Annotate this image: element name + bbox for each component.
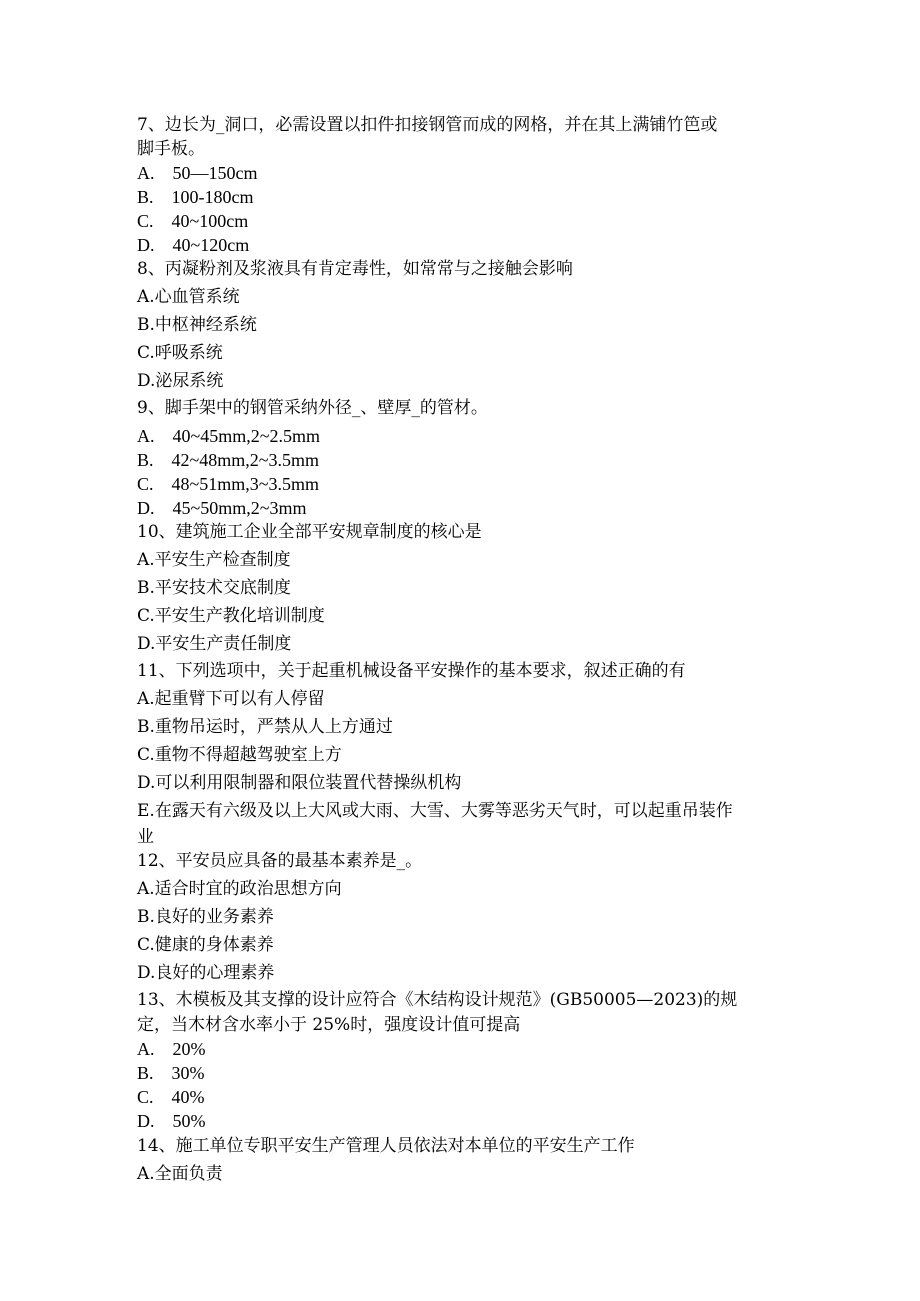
- question-10-option-c: C.平安生产教化培训制度: [137, 606, 325, 626]
- question-9-option-a: A. 40~45mm,2~2.5mm: [137, 426, 320, 446]
- question-11-option-e-continued: 业: [137, 827, 154, 847]
- question-12-stem: 12、平安员应具备的最基本素养是_。: [137, 851, 423, 871]
- question-12-option-d: D.良好的心理素养: [137, 963, 275, 983]
- question-7-stem-line-1: 7、边长为_洞口，必需设置以扣件扣接钢管而成的网格，并在其上满铺竹笆或: [137, 115, 718, 135]
- question-9-option-d: D. 45~50mm,2~3mm: [137, 498, 307, 518]
- question-7-stem-line-2: 脚手板。: [137, 139, 205, 159]
- question-11-stem: 11、下列选项中，关于起重机械设备平安操作的基本要求，叙述正确的有: [137, 661, 686, 681]
- question-8-stem: 8、丙凝粉剂及浆液具有肯定毒性，如常常与之接触会影响: [137, 259, 573, 279]
- question-13-option-d: D. 50%: [137, 1111, 206, 1131]
- question-13-option-a: A. 20%: [137, 1039, 206, 1059]
- question-11-option-b: B.重物吊运时，严禁从人上方通过: [137, 717, 393, 737]
- question-8-option-c: C.呼吸系统: [137, 343, 223, 363]
- question-12-option-a: A.适合时宜的政治思想方向: [137, 879, 342, 899]
- question-10-option-d: D.平安生产责任制度: [137, 634, 292, 654]
- question-13-stem-line-2: 定，当木材含水率小于 25%时，强度设计值可提高: [137, 1015, 521, 1035]
- question-11-option-e: E.在露天有六级及以上大风或大雨、大雪、大雾等恶劣天气时，可以起重吊装作: [137, 801, 733, 821]
- question-9-option-b: B. 42~48mm,2~3.5mm: [137, 450, 319, 470]
- question-10-option-b: B.平安技术交底制度: [137, 578, 291, 598]
- question-11-option-c: C.重物不得超越驾驶室上方: [137, 745, 342, 765]
- question-9-option-c: C. 48~51mm,3~3.5mm: [137, 474, 319, 494]
- question-7-option-d: D. 40~120cm: [137, 235, 250, 255]
- question-7-option-c: C. 40~100cm: [137, 211, 249, 231]
- question-14-stem: 14、施工单位专职平安生产管理人员依法对本单位的平安生产工作: [137, 1136, 635, 1156]
- question-11-option-a: A.起重臂下可以有人停留: [137, 689, 325, 709]
- question-8-option-d: D.泌尿系统: [137, 371, 224, 391]
- question-12-option-c: C.健康的身体素养: [137, 935, 274, 955]
- question-8-option-a: A.心血管系统: [137, 287, 240, 307]
- question-13-option-b: B. 30%: [137, 1063, 205, 1083]
- question-12-option-b: B.良好的业务素养: [137, 907, 274, 927]
- question-14-option-a: A.全面负责: [137, 1164, 223, 1184]
- question-13-option-c: C. 40%: [137, 1087, 205, 1107]
- question-7-option-b: B. 100-180cm: [137, 187, 254, 207]
- question-7-option-a: A. 50—150cm: [137, 163, 258, 183]
- question-10-stem: 10、建筑施工企业全部平安规章制度的核心是: [137, 522, 482, 542]
- question-13-stem-line-1: 13、木模板及其支撑的设计应符合《木结构设计规范》(GB50005—2023)的规: [137, 990, 738, 1010]
- question-9-stem: 9、脚手架中的钢管采纳外径_、壁厚_的管材。: [137, 398, 488, 418]
- question-10-option-a: A.平安生产检查制度: [137, 550, 291, 570]
- question-11-option-d: D.可以利用限制器和限位装置代替操纵机构: [137, 773, 462, 793]
- question-8-option-b: B.中枢神经系统: [137, 315, 257, 335]
